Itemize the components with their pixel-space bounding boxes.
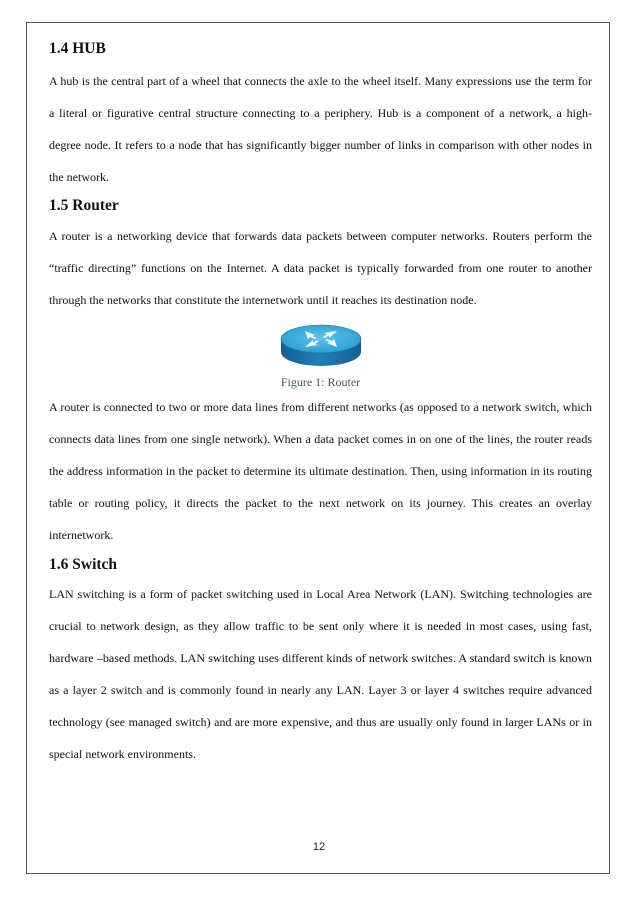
paragraph-router-details: A router is connected to two or more data lines from different networks (as opposed to a network switch, which connects data lines from one single network). When a data packet comes in on one of the lines, the router reads the address information in the packet to determine its ultimate destination. Then, using information in its routing table or routing policy, it directs the packet to the next network on its journey. This creates an overlay internetwork.: [49, 400, 592, 542]
figure-router: [49, 323, 592, 391]
paragraph-router-intro: A router is a networking device that forwards data packets between computer networks. Routers perform the “traffic directing” functions on the Internet. A data packet is typically forwarded from one router to another through the networks that constitute the internetwork until it reaches its destination node.: [49, 229, 592, 307]
router-icon: [278, 323, 364, 369]
document-body: [49, 33, 592, 770]
figure-caption: Figure 1: Router: [280, 375, 361, 389]
section-heading-hub: 1.4 HUB: [49, 40, 106, 57]
paragraph-hub: A hub is the central part of a wheel that connects the axle to the wheel itself. Many expressions use the term for a literal or figurative central structure connecting to a periphery. Hub is a component of a network, a high- degree node. It refers to a node that has significantly bigger number of links in comparison with other nodes in the network.: [49, 74, 592, 184]
section-heading-switch: 1.6 Switch: [49, 556, 118, 573]
page-number: 12: [312, 841, 326, 853]
section-heading-router: 1.5 Router: [49, 197, 119, 214]
paragraph-switch: LAN switching is a form of packet switching used in Local Area Network (LAN). Switching technologies are crucial to network design, as they allow traffic to be sent only where it is needed in most cases, using fast, hardware –based methods. LAN switching uses different kinds of network switches. A standard switch is known as a layer 2 switch and is commonly found in nearly any LAN. Layer 3 or layer 4 switches require advanced technology (see managed switch) and are more expensive, and thus are usually only found in larger LANs or in special network environments.: [49, 587, 592, 761]
